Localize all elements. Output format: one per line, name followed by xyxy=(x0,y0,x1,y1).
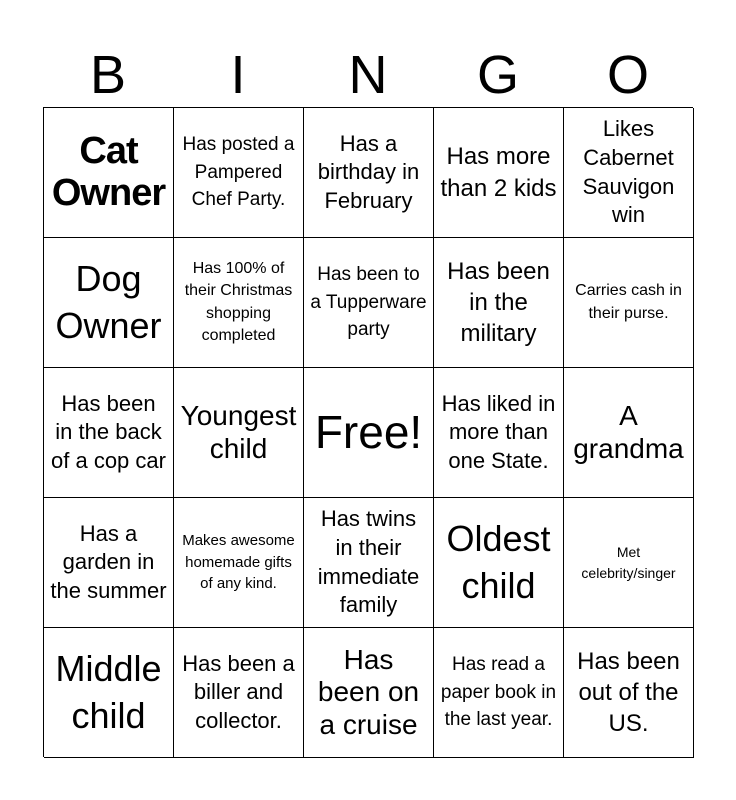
bingo-cell: Has been out of the US. xyxy=(564,628,694,758)
header-letter-o: O xyxy=(606,45,649,105)
header-letter-i: I xyxy=(230,45,246,105)
bingo-cell: Has been on a cruise xyxy=(304,628,434,758)
bingo-cell: Middle child xyxy=(44,628,174,758)
bingo-cell: Likes Cabernet Sauvigon win xyxy=(564,108,694,238)
bingo-cell: Has a birthday in February xyxy=(304,108,434,238)
bingo-card-grid xyxy=(43,107,693,757)
bingo-free-space: Free! xyxy=(304,368,434,498)
bingo-cell: Has more than 2 kids xyxy=(434,108,564,238)
bingo-cell: Makes awesome homemade gifts of any kind. xyxy=(174,498,304,628)
bingo-cell: Has read a paper book in the last year. xyxy=(434,628,564,758)
bingo-cell: Has 100% of their Christmas shopping completed xyxy=(174,238,304,368)
bingo-cell: Oldest child xyxy=(434,498,564,628)
bingo-cell: Has been in the military xyxy=(434,238,564,368)
bingo-cell: Cat Owner xyxy=(44,108,174,238)
bingo-cell: Has been in the back of a cop car xyxy=(44,368,174,498)
bingo-cell: Has liked in more than one State. xyxy=(434,368,564,498)
bingo-cell: Has posted a Pampered Chef Party. xyxy=(174,108,304,238)
bingo-cell: A grandma xyxy=(564,368,694,498)
header-letter-g: G xyxy=(476,45,519,105)
bingo-cell: Has twins in their immediate family xyxy=(304,498,434,628)
bingo-cell: Has a garden in the summer xyxy=(44,498,174,628)
header-letter-b: B xyxy=(89,45,127,105)
header-letter-n: N xyxy=(348,45,388,105)
bingo-cell: Dog Owner xyxy=(44,238,174,368)
bingo-cell: Has been to a Tupperware party xyxy=(304,238,434,368)
bingo-cell: Youngest child xyxy=(174,368,304,498)
bingo-header xyxy=(43,44,693,106)
bingo-cell: Has been a biller and collector. xyxy=(174,628,304,758)
bingo-cell: Met celebrity/singer xyxy=(564,498,694,628)
bingo-cell: Carries cash in their purse. xyxy=(564,238,694,368)
